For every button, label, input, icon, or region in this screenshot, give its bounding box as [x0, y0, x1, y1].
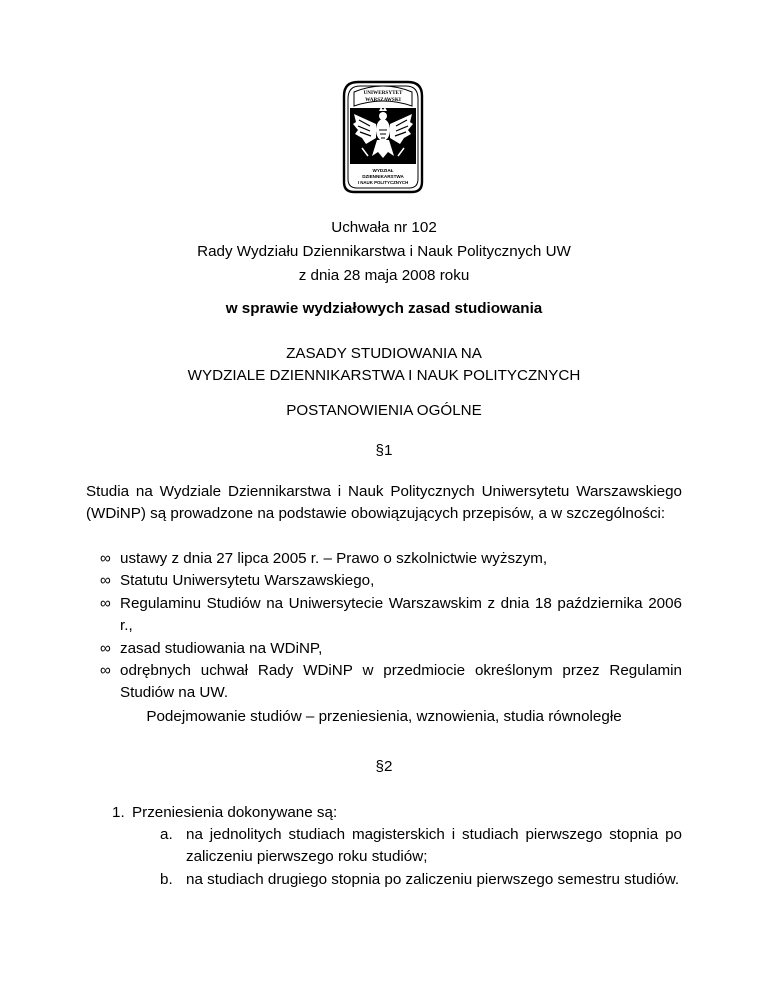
sublist-item: b. na studiach drugiego stopnia po zaliczeniu pierwszego semestru studiów. [160, 870, 680, 888]
eagle-emblem-icon [340, 78, 426, 196]
sublist-item: a. na jednolitych studiach magisterskich i studiach pierwszego stopnia po zaliczeniu pierwszego roku studiów; [160, 826, 682, 866]
logo-top-text-2: WARSZAWSKI [365, 97, 401, 103]
resolution-number: Uchwała nr 102 [331, 219, 437, 236]
logo-bottom-text-3: I NAUK POLITYCZNYCH [357, 180, 409, 185]
resolution-date: z dnia 28 maja 2008 roku [298, 267, 470, 284]
list-item: ∞ Regulaminu Studiów na Uniwersytecie Warszawskim z dnia 18 października 2006 r., [100, 594, 682, 635]
infinity-bullet-icon: ∞ [100, 550, 111, 567]
infinity-bullet-icon: ∞ [100, 639, 111, 657]
paragraph-2-list [112, 802, 682, 824]
logo-bottom-text-2: DZIENNIKARSTWA [362, 174, 404, 179]
resolution-subject: w sprawie wydziałowych zasad studiowania [225, 300, 543, 317]
list-number: 1. [112, 804, 125, 821]
paragraph-1-list [86, 548, 682, 705]
section-heading-general: POSTANOWIENIA OGÓLNE [286, 402, 482, 419]
paragraph-2-heading: §2 [375, 758, 393, 775]
paragraph-1-intro: Studia na Wydziale Dziennikarstwa i Nauk Politycznych Uniwersytetu Warszawskiego (WDiNP) są prowadzone na podstawie obowiązujących przepisów, a w szczególności: [86, 483, 682, 523]
list-item: ∞ zasad studiowania na WDiNP, [86, 638, 682, 660]
infinity-bullet-icon: ∞ [100, 594, 111, 612]
logo-bottom-text-1: WYDZIAŁ [372, 168, 394, 173]
infinity-bullet-icon: ∞ [100, 572, 111, 590]
document-title-line1: ZASADY STUDIOWANIA NA [286, 345, 482, 362]
document-title [0, 343, 768, 387]
infinity-bullet-icon: ∞ [100, 662, 111, 680]
subsection-heading: Podejmowanie studiów – przeniesienia, wznowienia, studia równoległe [146, 708, 622, 725]
list-item-text: Przeniesienia dokonywane są: [132, 804, 338, 821]
resolution-body: Rady Wydziału Dziennikarstwa i Nauk Politycznych UW [197, 243, 571, 260]
resolution-header [0, 216, 768, 288]
paragraph-1-heading: §1 [375, 442, 393, 459]
paragraph-2-sublist [160, 824, 682, 891]
list-item: ∞ ustawy z dnia 27 lipca 2005 r. – Prawo o szkolnictwie wyższym, [86, 548, 682, 570]
document-title-line2: WYDZIALE DZIENNIKARSTWA I NAUK POLITYCZNYCH [187, 367, 581, 384]
logo-top-text-1: UNIWERSYTET [363, 90, 403, 96]
list-item: ∞ odrębnych uchwał Rady WDiNP w przedmiocie określonym przez Regulamin Studiów na UW. [100, 662, 682, 702]
list-item: ∞ Statutu Uniwersytetu Warszawskiego, [86, 570, 682, 592]
